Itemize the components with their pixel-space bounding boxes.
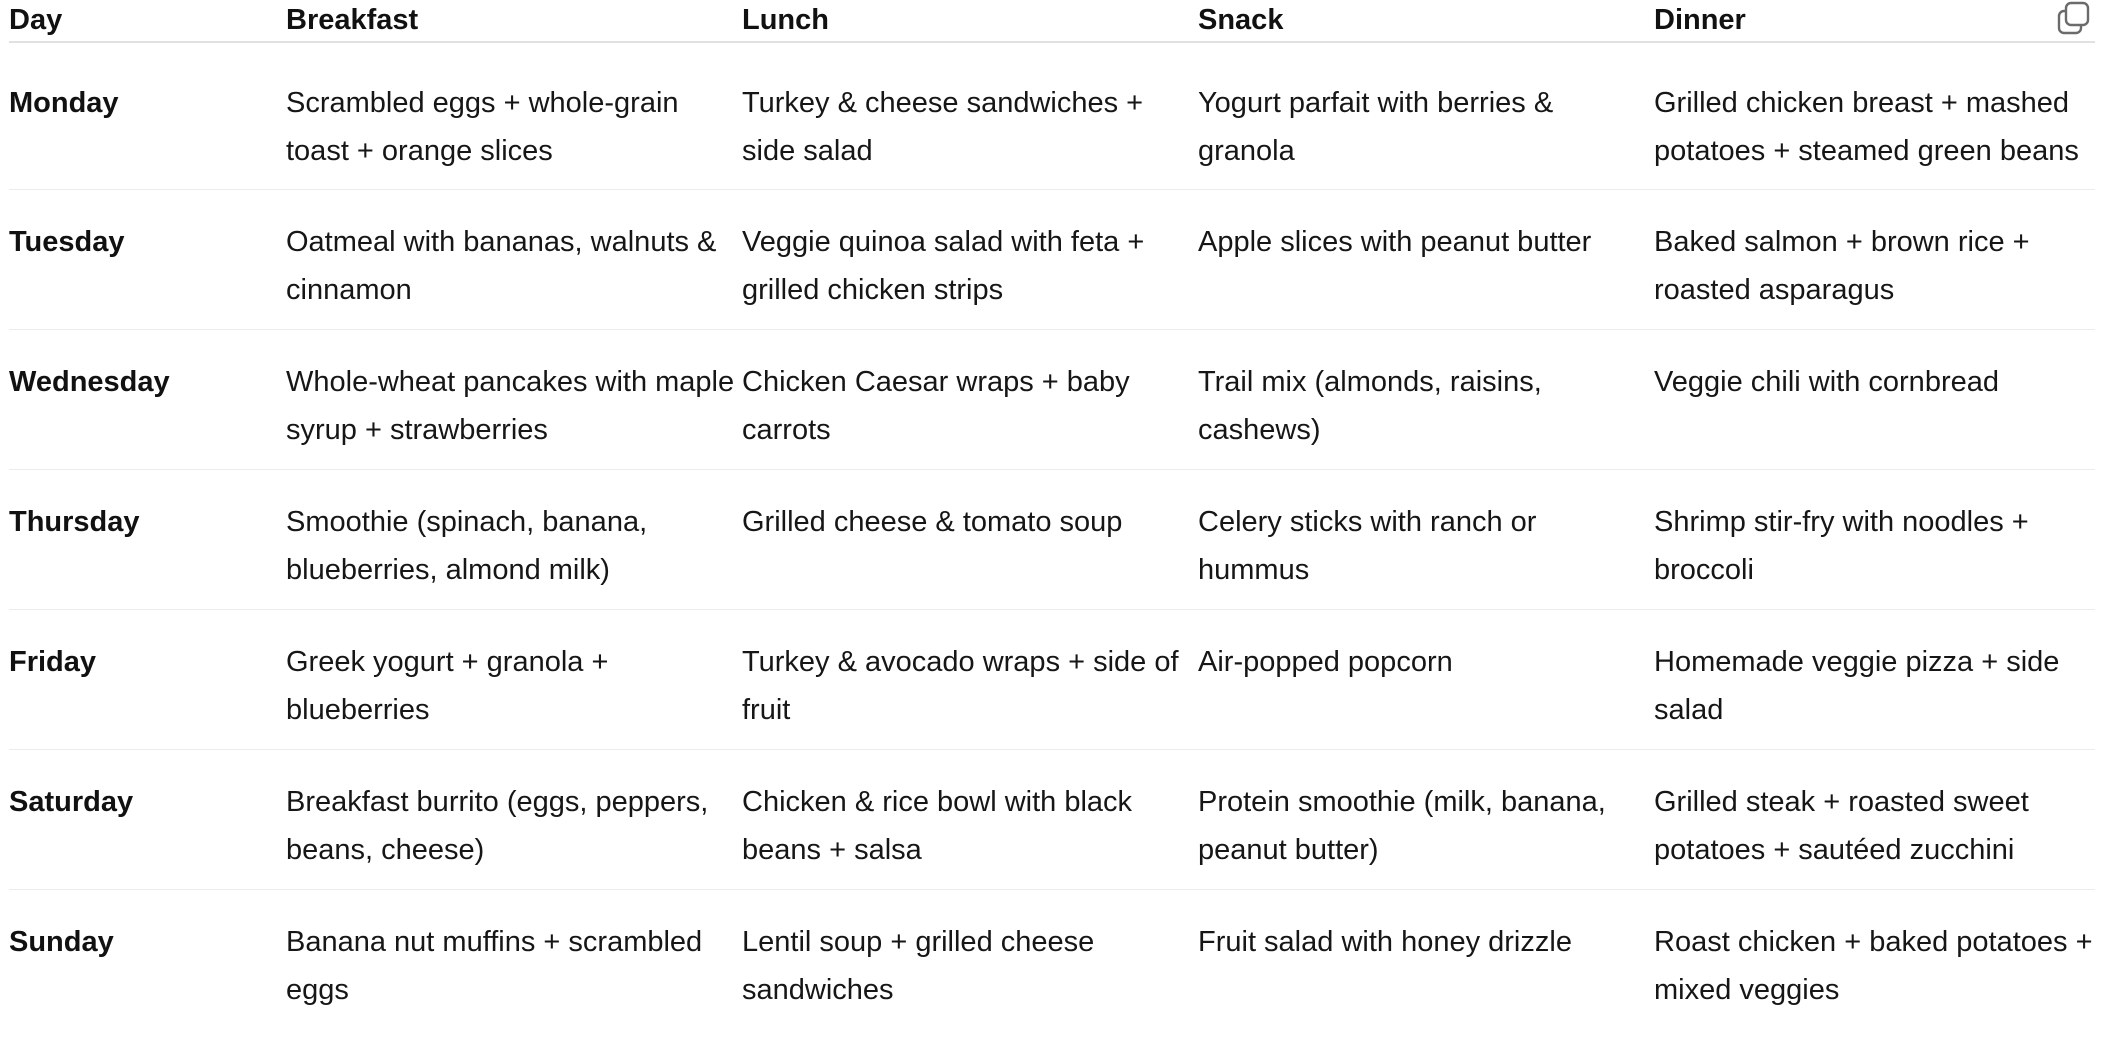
table-row: [9, 330, 2095, 470]
lunch-cell: Veggie quinoa salad with feta + grilled chicken strips: [742, 190, 1198, 330]
table-row: [9, 470, 2095, 610]
table-body: [9, 42, 2095, 1030]
day-cell: Tuesday: [9, 190, 286, 330]
meal-plan-table-container: [9, 0, 2095, 1030]
lunch-cell: Lentil soup + grilled cheese sandwiches: [742, 926, 1095, 1006]
dinner-cell: Homemade veggie pizza + side salad: [1654, 610, 2095, 750]
snack-cell: Fruit salad with honey drizzle: [1198, 926, 1572, 958]
breakfast-cell: Banana nut muffins + scrambled eggs: [286, 926, 703, 1006]
breakfast-cell: Smoothie (spinach, banana, blueberries, almond milk): [286, 470, 742, 610]
lunch-cell: Chicken Caesar wraps + baby carrots: [742, 330, 1198, 470]
dinner-cell: Grilled steak + roasted sweet potatoes + sautéed zucchini: [1654, 750, 2095, 890]
dinner-cell: Veggie chili with cornbread: [1654, 330, 2095, 470]
dinner-cell: Baked salmon + brown rice + roasted asparagus: [1654, 190, 2095, 330]
lunch-cell: Grilled cheese & tomato soup: [742, 470, 1198, 610]
copy-icon: [2056, 0, 2092, 36]
table-row: [9, 610, 2095, 750]
header-dinner: Dinner: [1654, 0, 2095, 42]
dinner-cell: Shrimp stir-fry with noodles + broccoli: [1654, 470, 2095, 610]
day-cell: Monday: [9, 42, 286, 190]
header-snack: Snack: [1198, 0, 1654, 42]
header-day: Day: [9, 0, 286, 42]
copy-table-button[interactable]: [2056, 0, 2092, 36]
snack-cell: Trail mix (almonds, raisins, cashews): [1198, 330, 1654, 470]
lunch-cell: Turkey & avocado wraps + side of fruit: [742, 610, 1198, 750]
day-cell: Sunday: [9, 926, 114, 958]
header-lunch: Lunch: [742, 0, 1198, 42]
snack-cell: Celery sticks with ranch or hummus: [1198, 470, 1654, 610]
snack-cell: Protein smoothie (milk, banana, peanut butter): [1198, 750, 1654, 890]
lunch-cell: Chicken & rice bowl with black beans + salsa: [742, 750, 1198, 890]
snack-cell: Air-popped popcorn: [1198, 610, 1654, 750]
day-cell: Friday: [9, 610, 286, 750]
day-cell: Saturday: [9, 750, 286, 890]
header-row: [9, 0, 2095, 42]
table-row: [9, 750, 2095, 890]
snack-cell: Apple slices with peanut butter: [1198, 190, 1654, 330]
breakfast-cell: Whole-wheat pancakes with maple syrup + strawberries: [286, 330, 742, 470]
snack-cell: Yogurt parfait with berries & granola: [1198, 42, 1654, 190]
table-row: [9, 890, 2095, 1030]
table-row: [9, 190, 2095, 330]
dinner-cell: Grilled chicken breast + mashed potatoes + steamed green beans: [1654, 42, 2095, 190]
meal-plan-table: [9, 0, 2095, 1030]
lunch-cell: Turkey & cheese sandwiches + side salad: [742, 42, 1198, 190]
breakfast-cell: Breakfast burrito (eggs, peppers, beans, cheese): [286, 750, 742, 890]
day-cell: Thursday: [9, 470, 286, 610]
table-row: [9, 42, 2095, 190]
day-cell: Wednesday: [9, 330, 286, 470]
breakfast-cell: Scrambled eggs + whole-grain toast + orange slices: [286, 42, 742, 190]
header-breakfast: Breakfast: [286, 0, 742, 42]
dinner-cell: Roast chicken + baked potatoes + mixed veggies: [1654, 926, 2093, 1006]
breakfast-cell: Greek yogurt + granola + blueberries: [286, 610, 742, 750]
breakfast-cell: Oatmeal with bananas, walnuts & cinnamon: [286, 190, 742, 330]
table-header: [9, 0, 2095, 42]
